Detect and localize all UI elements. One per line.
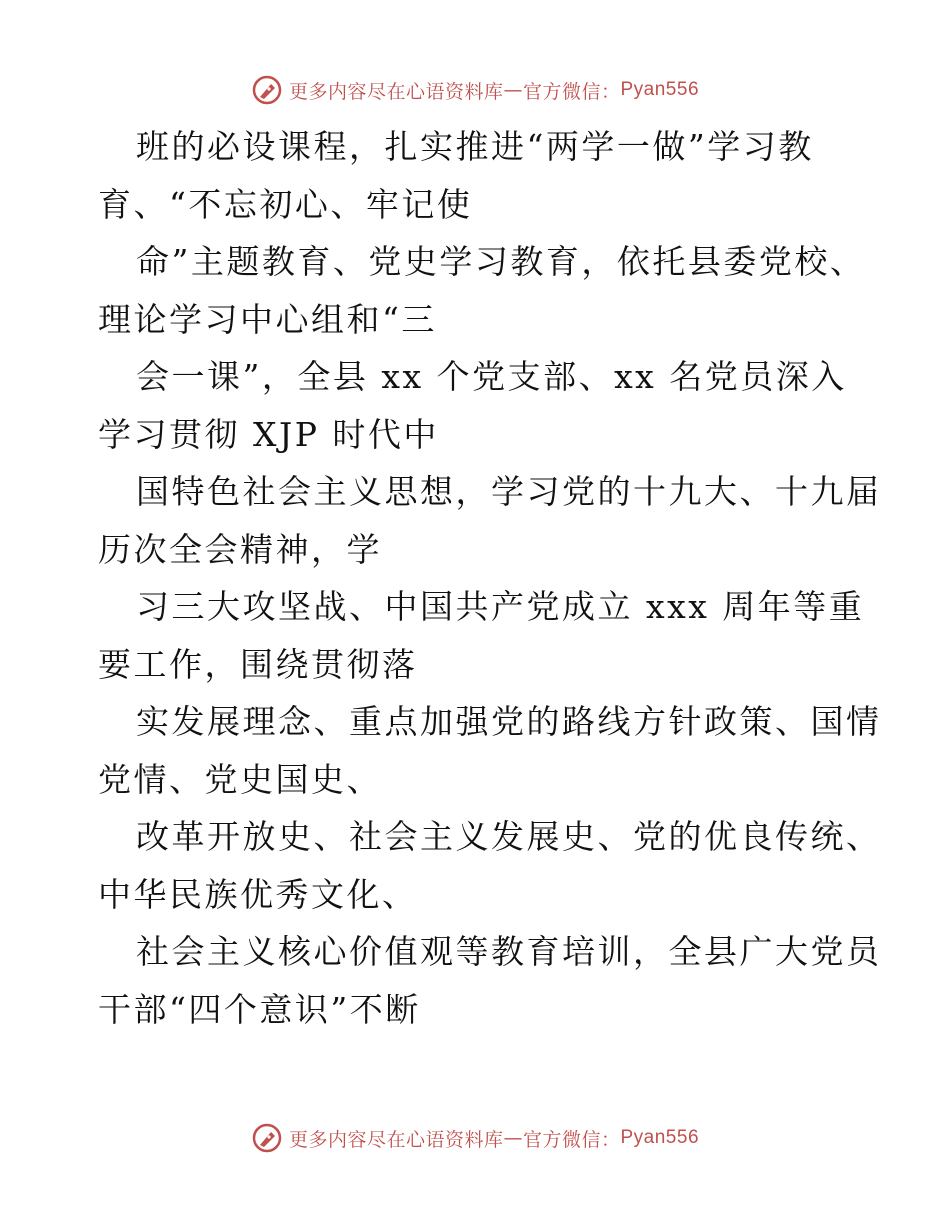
body-line: 习三大攻坚战、中国共产党成立 xxx 周年等重 xyxy=(136,587,865,626)
body-line: 改革开放史、社会主义发展史、党的优良传统、 xyxy=(136,817,882,856)
footer-watermark xyxy=(0,1118,950,1158)
body-line: 命”主题教育、党史学习教育，依托县委党校、 xyxy=(136,242,866,281)
body-line: 班的必设课程，扎实推进“两学一做”学习教 xyxy=(136,127,814,166)
body-line: 中华民族优秀文化、 xyxy=(98,874,418,914)
header-watermark xyxy=(0,70,950,110)
watermark-brand: 更多内容尽在心语资料库 xyxy=(288,80,504,103)
body-line: 干部“四个意识”不断 xyxy=(98,989,421,1029)
watermark-wechat-id: Pyan556 xyxy=(620,1127,700,1148)
watermark-separator: — xyxy=(503,1127,523,1149)
body-line: 要工作，围绕贯彻落 xyxy=(98,644,418,684)
watermark-wechat-label: 官方微信： xyxy=(522,1128,621,1151)
body-line: 理论学习中心组和“三 xyxy=(98,299,437,339)
body-line: 会一课”，全县 xx 个党支部、xx 名党员深入 xyxy=(136,357,847,396)
body-line: 国特色社会主义思想，学习党的十九大、十九届 xyxy=(136,472,882,511)
body-line: 学习贯彻 XJP 时代中 xyxy=(98,414,439,454)
body-line: 社会主义核心价值观等教育培训，全县广大党员 xyxy=(136,932,882,971)
watermark-wechat-id: Pyan556 xyxy=(620,79,700,100)
watermark-wechat-label: 官方微信： xyxy=(522,80,621,103)
pen-nib-seal-icon xyxy=(251,1122,283,1154)
body-line: 育、“不忘初心、牢记使 xyxy=(98,184,473,224)
body-line: 党情、党史国史、 xyxy=(98,759,382,799)
body-line: 实发展理念、重点加强党的路线方针政策、国情 xyxy=(136,702,882,741)
watermark-brand: 更多内容尽在心语资料库 xyxy=(288,1128,504,1151)
watermark-separator: — xyxy=(503,79,523,101)
body-line: 历次全会精神，学 xyxy=(98,529,382,569)
document-body xyxy=(98,118,882,1038)
pen-nib-seal-icon xyxy=(251,74,283,106)
